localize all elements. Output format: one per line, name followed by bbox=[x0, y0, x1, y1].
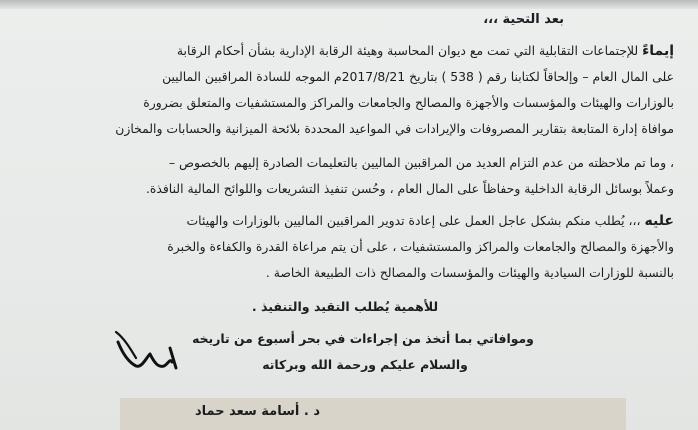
paragraph1-line4: موافاة إدارة المتابعة بتقارير المصروفات والإيرادات في المواعيد المحددة بلائحة الميزانية والحسابات والمخازن bbox=[115, 121, 674, 136]
signatory-name: د . أسامة سعد حماد bbox=[194, 404, 320, 419]
salutation: بعد التحية ،،، bbox=[483, 12, 564, 27]
paragraph1-line1-text: للإجتماعات التقابلية التي تمت مع ديوان المحاسبة وهيئة الرقابة الإدارية بشأن أحكام الرقابة bbox=[176, 43, 639, 58]
paragraph2-line2: والأجهزة والمصالح والجامعات والمراكز والمستشفيات ، على أن يتم مراعاة القدرة والكفاءة والخبرة bbox=[167, 239, 674, 254]
paragraph1-line2: على المال العام – وإلحاقاً لكتابنا رقم ( 538 ) بتاريخ 2017/8/21م الموجه للسادة المراقبين الماليين bbox=[162, 69, 674, 84]
closing-line: والسلام عليكم ورحمة الله وبركاته bbox=[262, 357, 468, 372]
scan-edge bbox=[0, 0, 698, 9]
paragraph2-lead: عليه bbox=[644, 213, 674, 229]
followup-line: وموافاتي بما أتخذ من إجراءات في بحر أسبوع من تاريخه bbox=[192, 331, 534, 346]
handwritten-signature bbox=[112, 318, 182, 378]
paragraph1-line6: وعملاً بوسائل الرقابة الداخلية وحفاظاً على المال العام ، وحُسن تنفيذ التشريعات واللوائح المالية النافذة. bbox=[145, 181, 674, 196]
paragraph2-line1 bbox=[187, 212, 674, 230]
paragraph2-line3: بالنسبة للوزارات السيادية والهيئات والمؤسسات والمصالح ذات الطبيعة الخاصة . bbox=[265, 265, 674, 280]
paragraph1-line3: بالوزارات والهيئات والمؤسسات والأجهزة والمصالح والجامعات والمراكز والمستشفيات والمتعلق بضرورة bbox=[143, 95, 674, 110]
paragraph1-lead: إيماءً bbox=[642, 43, 674, 59]
paragraph2-line1-text: ،،، يُطلب منكم بشكل عاجل العمل على إعادة تدوير المراقبين الماليين بالوزارات والهيئات bbox=[186, 213, 641, 228]
importance-line: للأهمية يُطلب التقيد والتنفيذ . bbox=[251, 299, 439, 314]
paragraph1-line1 bbox=[177, 42, 674, 60]
paragraph1-line5: ، وما تم ملاحظته من عدم التزام العديد من المراقبين الماليين بالتعليمات الصادرة إليهم بالخصوص – bbox=[168, 155, 674, 170]
